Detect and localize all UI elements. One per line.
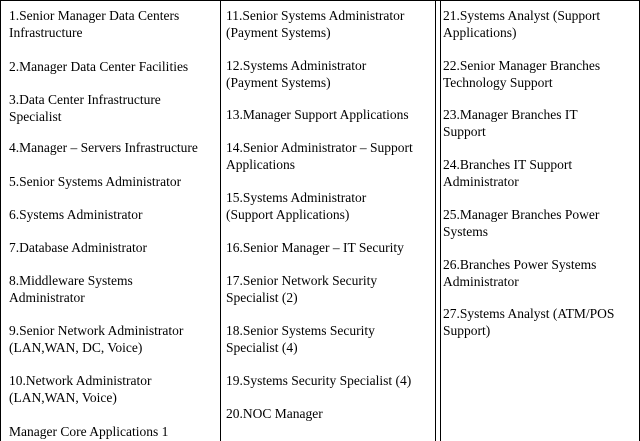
list-item: 18.Senior Systems Security Specialist (4) (226, 323, 375, 355)
list-item: 21.Systems Analyst (Support Applications) (443, 8, 601, 40)
column-3 (435, 1, 640, 441)
list-item: 13.Manager Support Applications (226, 107, 409, 122)
column-1 (0, 1, 220, 441)
list-item: 19.Systems Security Specialist (4) (226, 373, 412, 388)
column-2 (220, 1, 435, 441)
list-item: 23.Manager Branches IT Support (443, 107, 578, 139)
list-item: 25.Manager Branches Power Systems (443, 207, 600, 239)
list-item: 7.Database Administrator (9, 240, 147, 255)
list-item: 27.Systems Analyst (ATM/POS Support) (443, 306, 615, 338)
list-item: 17.Senior Network Security Specialist (2) (226, 273, 378, 305)
list-item: 12.Systems Administrator (Payment Systems) (226, 58, 367, 90)
list-item: 16.Senior Manager – IT Security (226, 240, 404, 255)
list-item: 22.Senior Manager Branches Technology Support (443, 58, 601, 90)
list-item: 26.Branches Power Systems Administrator (443, 257, 597, 289)
list-item: 5.Senior Systems Administrator (9, 174, 182, 189)
list-item: 3.Data Center Infrastructure Specialist (9, 92, 161, 124)
list-item: 14.Senior Administrator – Support Applications (226, 140, 413, 172)
list-item: 1.Senior Manager Data Centers Infrastructure (9, 8, 180, 40)
list-item: 15.Systems Administrator (Support Applications) (226, 190, 367, 222)
list-item: 9.Senior Network Administrator (LAN,WAN, DC, Voice) (9, 323, 184, 355)
list-item: 20.NOC Manager (226, 406, 323, 421)
column-divider (440, 1, 441, 441)
list-item: 10.Network Administrator (LAN,WAN, Voice) (9, 373, 152, 405)
list-item: 2.Manager Data Center Facilities (9, 59, 189, 74)
list-item: 6.Systems Administrator (9, 207, 143, 222)
list-item: 8.Middleware Systems Administrator (9, 273, 133, 305)
list-item: 24.Branches IT Support Administrator (443, 157, 573, 189)
list-item: 11.Senior Systems Administrator (Payment Systems) (226, 8, 405, 40)
list-item: 4.Manager – Servers Infrastructure (9, 140, 198, 155)
list-item: Manager Core Applications 1 (9, 424, 169, 439)
